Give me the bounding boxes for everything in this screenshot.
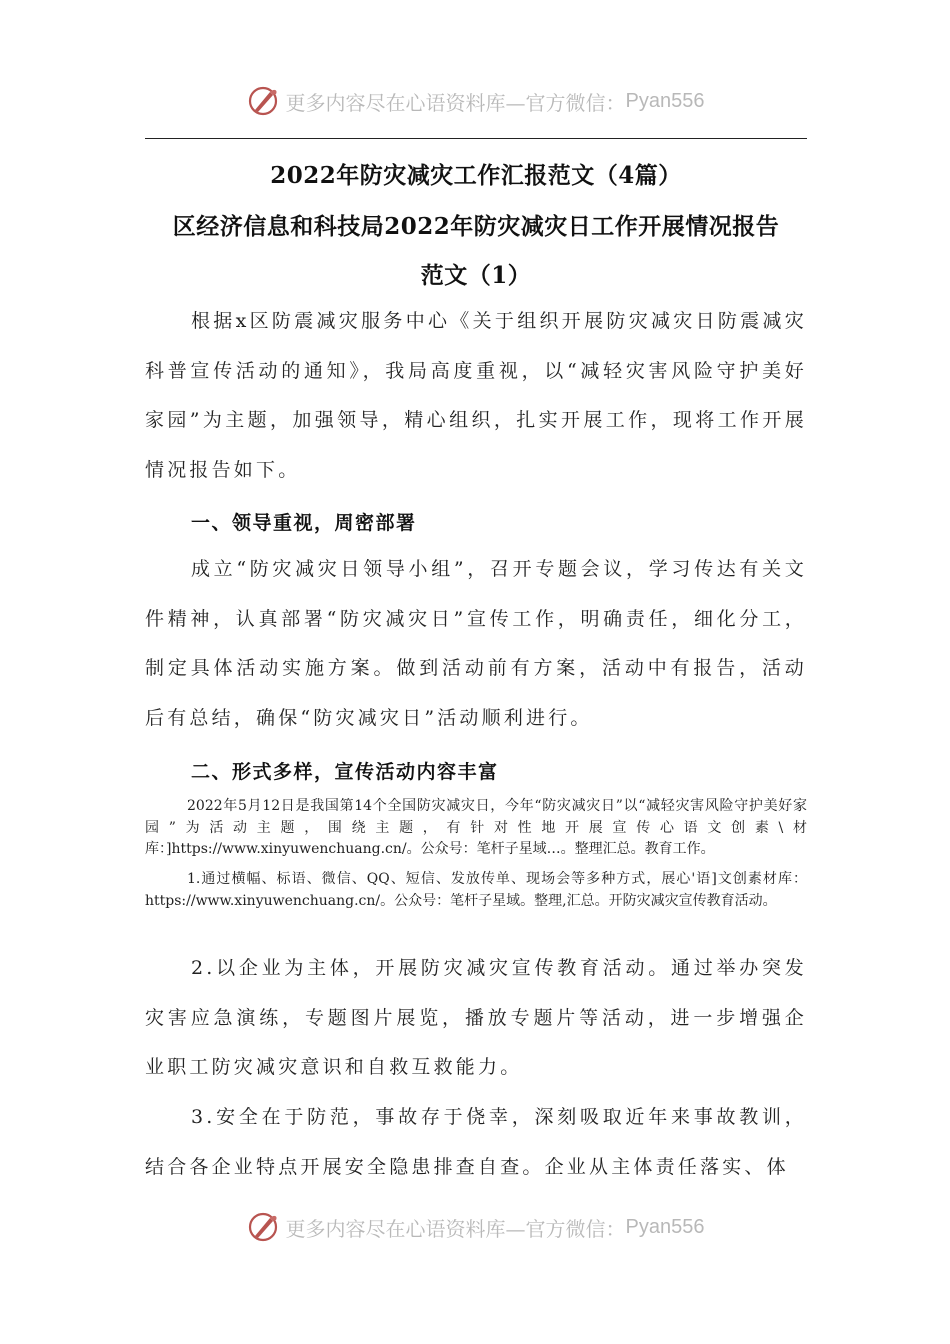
footer-banner <box>0 1210 950 1244</box>
banner-text: 更多内容尽在心语资料库—官方微信： <box>285 90 626 115</box>
header-banner <box>0 84 950 118</box>
paragraph-small-1 <box>145 796 807 861</box>
banner-wechat-id: Pyan556 <box>625 89 705 112</box>
paragraph-safety <box>145 1093 807 1192</box>
doc-title: 2022年防灾减灾工作汇报范文（4篇） <box>270 162 682 189</box>
heading-activities: 二、形式多样，宣传活动内容丰富 <box>191 761 499 783</box>
paragraph-small-2 <box>145 869 807 912</box>
section-title-cont: 范文（1） <box>420 262 532 289</box>
heading-leadership: 一、领导重视，周密部署 <box>191 512 417 534</box>
section-title: 区经济信息和科技局2022年防灾减灾日工作开展情况报告 <box>172 213 780 240</box>
quill-logo-icon <box>246 84 280 118</box>
quill-logo-icon <box>246 1210 280 1244</box>
paragraph-enterprise-text: 2.以企业为主体，开展防灾减灾宣传教育活动。通过举办突发灾害应急演练，专题图片展览，播放专题片等活动，进一步增强企业职工防灾减灾意识和自救互救能力。 <box>145 957 807 1078</box>
paragraph-leadership <box>145 545 807 743</box>
banner-wechat-id: Pyan556 <box>625 1215 705 1238</box>
paragraph-intro-text: 根据x区防震减灾服务中心《关于组织开展防灾减灾日防震减灾科普宣传活动的通知》，我局高度重视，以“减轻灾害风险守护美好家园”为主题，加强领导，精心组织，扎实开展工作，现将工作开展情况报告如下。 <box>145 310 807 481</box>
paragraph-safety-text: 3.安全在于防范，事故存于侥幸，深刻吸取近年来事故教训，结合各企业特点开展安全隐患排查自查。企业从主体责任落实、体 <box>145 1106 807 1178</box>
paragraph-intro <box>145 297 807 495</box>
header-rule <box>145 138 807 139</box>
paragraph-enterprise <box>145 944 807 1093</box>
banner-text: 更多内容尽在心语资料库—官方微信： <box>285 1216 626 1241</box>
paragraph-small-1-text: 2022年5月12日是我国第14个全国防灾减灾日，今年“防灾减灾日”以“减轻灾害风险守护美好家园”为活动主题，围绕主题，有针对性地开展宣传心语文创素\材库：]https://www.xinyuwenchuang.cn/。公众号：笔杆子星域…。整理汇总。教育工作。 <box>145 798 807 857</box>
paragraph-leadership-text: 成立“防灾减灾日领导小组”，召开专题会议，学习传达有关文件精神，认真部署“防灾减灾日”宣传工作，明确责任，细化分工，制定具体活动实施方案。做到活动前有方案，活动中有报告，活动后有总结，确保“防灾减灾日”活动顺利进行。 <box>145 558 807 729</box>
paragraph-small-2-text: 1.通过横幅、标语、微信、QQ、短信、发放传单、现场会等多种方式，展心'语]文创素材库：https://www.xinyuwenchuang.cn/。公众号：笔杆子星域。整理,汇总。开防灾减灾宣传教育活动。 <box>145 871 807 909</box>
